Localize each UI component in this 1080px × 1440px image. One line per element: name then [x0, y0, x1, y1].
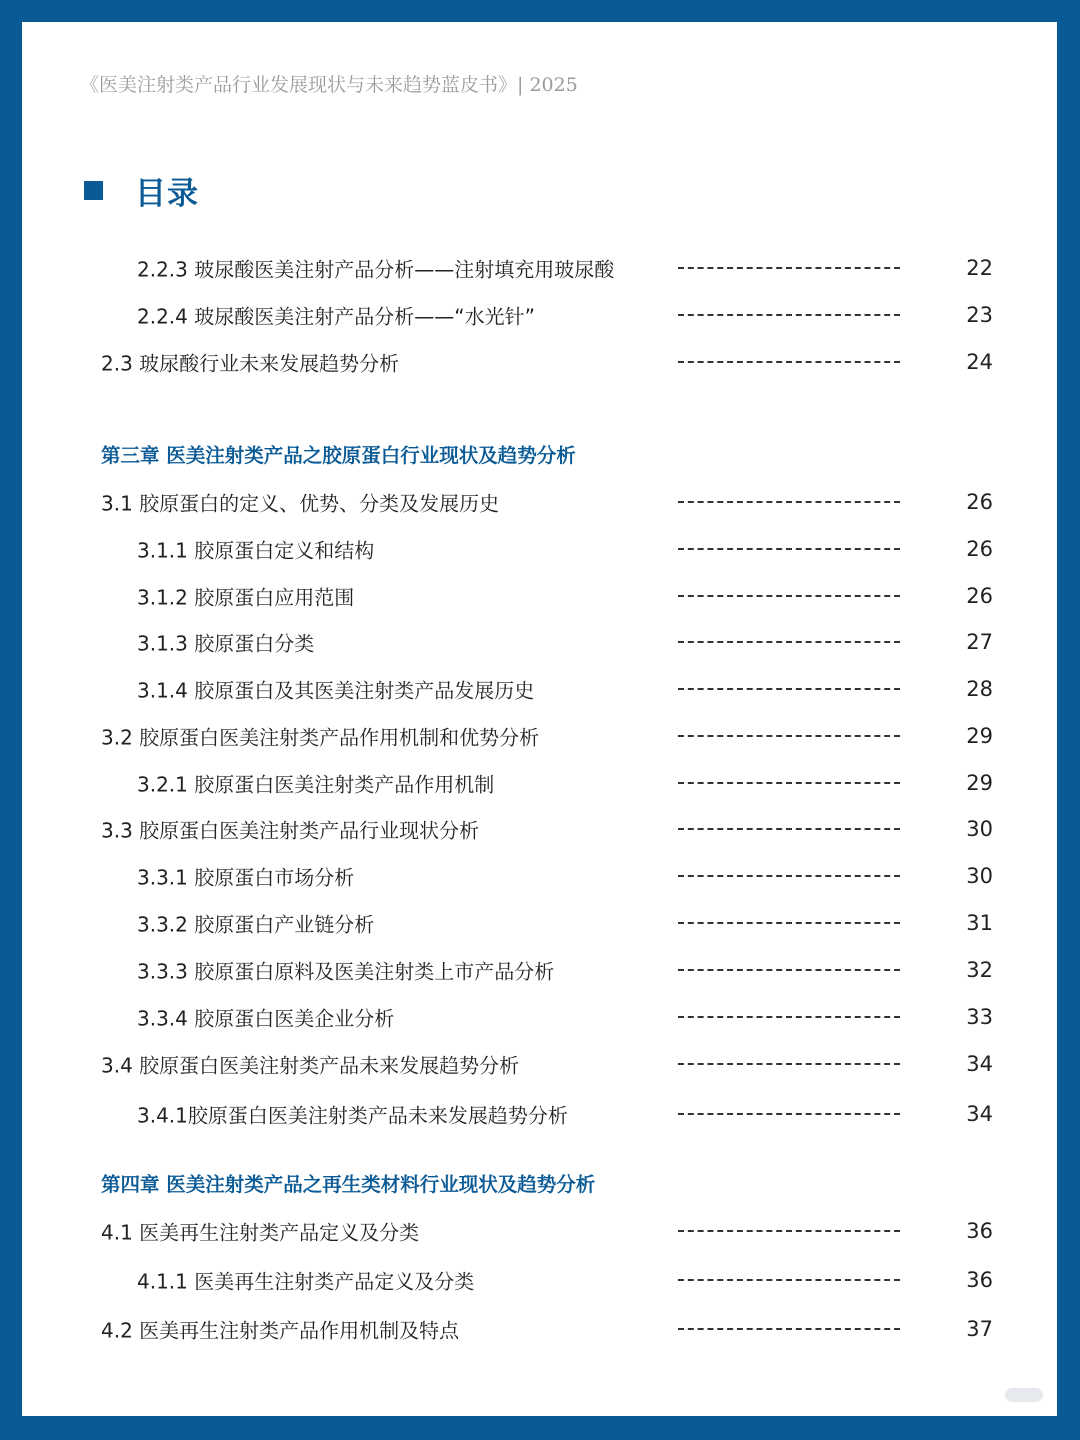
- toc-entry-label: 3.3.1 胶原蛋白市场分析: [137, 865, 355, 890]
- toc-entry: [22, 950, 1057, 990]
- dot-leader: [678, 922, 900, 924]
- chapter-title: 第四章 医美注射类产品之再生类材料行业现状及趋势分析: [101, 1173, 596, 1196]
- toc-entry-label: 3.3.4 胶原蛋白医美企业分析: [137, 1006, 395, 1031]
- dot-leader: [678, 314, 900, 316]
- toc-entry: [22, 1260, 1057, 1300]
- toc-page-number: 34: [966, 1052, 993, 1076]
- toc-page-number: 29: [966, 771, 993, 795]
- toc-entry: [22, 856, 1057, 896]
- toc-page-number: 27: [966, 630, 993, 654]
- toc-entry-label: 3.3 胶原蛋白医美注射类产品行业现状分析: [101, 818, 480, 843]
- toc-page-number: 37: [966, 1317, 993, 1341]
- toc-entry-label: 3.1.4 胶原蛋白及其医美注射类产品发展历史: [137, 678, 535, 703]
- dot-leader: [678, 1063, 900, 1065]
- toc-entry-label: 4.1 医美再生注射类产品定义及分类: [101, 1220, 420, 1245]
- dot-leader: [678, 688, 900, 690]
- running-header: 《医美注射类产品行业发展现状与未来趋势蓝皮书》| 2025: [80, 74, 578, 96]
- dot-leader: [678, 267, 900, 269]
- document-page: [22, 22, 1057, 1416]
- toc-entry: [22, 1044, 1057, 1084]
- toc-entry-label: 4.2 医美再生注射类产品作用机制及特点: [101, 1318, 460, 1343]
- dot-leader: [678, 641, 900, 643]
- toc-entry-label: 3.4 胶原蛋白医美注射类产品未来发展趋势分析: [101, 1053, 520, 1078]
- toc-page-number: 24: [966, 350, 993, 374]
- toc-entry: [22, 1211, 1057, 1251]
- dot-leader: [678, 782, 900, 784]
- toc-chapter-heading: [22, 1163, 1057, 1203]
- dot-leader: [678, 548, 900, 550]
- toc-page-number: 28: [966, 677, 993, 701]
- dot-leader: [678, 1113, 900, 1115]
- chapter-title: 第三章 医美注射类产品之胶原蛋白行业现状及趋势分析: [101, 444, 576, 467]
- dot-leader: [678, 1230, 900, 1232]
- toc-page-number: 26: [966, 537, 993, 561]
- toc-entry-label: 3.4.1胶原蛋白医美注射类产品未来发展趋势分析: [137, 1103, 568, 1128]
- toc-entry: [22, 622, 1057, 662]
- toc-entry: [22, 342, 1057, 382]
- toc-entry: [22, 248, 1057, 288]
- toc-page-number: 22: [966, 256, 993, 280]
- toc-entry-label: 3.3.2 胶原蛋白产业链分析: [137, 912, 375, 937]
- toc-entry-label: 2.3 玻尿酸行业未来发展趋势分析: [101, 351, 400, 376]
- toc-entry: [22, 809, 1057, 849]
- toc-entry-label: 4.1.1 医美再生注射类产品定义及分类: [137, 1269, 475, 1294]
- toc-page-number: 30: [966, 817, 993, 841]
- toc-page-number: 26: [966, 490, 993, 514]
- toc-entry-label: 2.2.4 玻尿酸医美注射产品分析——“水光针”: [137, 304, 535, 329]
- toc-entry: [22, 763, 1057, 803]
- toc-page-number: 36: [966, 1268, 993, 1292]
- dot-leader: [678, 1016, 900, 1018]
- toc-heading: [84, 168, 199, 213]
- toc-page-number: 32: [966, 958, 993, 982]
- toc-entry-label: 3.3.3 胶原蛋白原料及医美注射类上市产品分析: [137, 959, 555, 984]
- toc-entry: [22, 295, 1057, 335]
- toc-entry: [22, 997, 1057, 1037]
- toc-page-number: 31: [966, 911, 993, 935]
- toc-page-number: 33: [966, 1005, 993, 1029]
- dot-leader: [678, 501, 900, 503]
- toc-entry: [22, 903, 1057, 943]
- dot-leader: [678, 875, 900, 877]
- toc-entry: [22, 1094, 1057, 1134]
- toc-entry-label: 3.1.2 胶原蛋白应用范围: [137, 585, 355, 610]
- square-bullet-icon: [84, 181, 103, 200]
- toc-entry-label: 3.2.1 胶原蛋白医美注射类产品作用机制: [137, 772, 495, 797]
- toc-page-number: 23: [966, 303, 993, 327]
- dot-leader: [678, 1328, 900, 1330]
- toc-entry: [22, 1309, 1057, 1349]
- toc-entry: [22, 576, 1057, 616]
- toc-page-number: 36: [966, 1219, 993, 1243]
- toc-entry: [22, 482, 1057, 522]
- dot-leader: [678, 595, 900, 597]
- dot-leader: [678, 1279, 900, 1281]
- toc-entry-label: 3.2 胶原蛋白医美注射类产品作用机制和优势分析: [101, 725, 540, 750]
- dot-leader: [678, 735, 900, 737]
- toc-page-number: 30: [966, 864, 993, 888]
- toc-title: 目录: [135, 176, 199, 212]
- dot-leader: [678, 969, 900, 971]
- watermark-badge: [1005, 1388, 1043, 1402]
- toc-entry-label: 3.1.1 胶原蛋白定义和结构: [137, 538, 375, 563]
- toc-page-number: 26: [966, 584, 993, 608]
- toc-chapter-heading: [22, 434, 1057, 474]
- toc-page-number: 29: [966, 724, 993, 748]
- toc-entry: [22, 716, 1057, 756]
- dot-leader: [678, 361, 900, 363]
- toc-entry-label: 3.1.3 胶原蛋白分类: [137, 631, 315, 656]
- dot-leader: [678, 828, 900, 830]
- toc-entry: [22, 529, 1057, 569]
- toc-entry-label: 2.2.3 玻尿酸医美注射产品分析——注射填充用玻尿酸: [137, 257, 615, 282]
- toc-entry-label: 3.1 胶原蛋白的定义、优势、分类及发展历史: [101, 491, 500, 516]
- toc-entry: [22, 669, 1057, 709]
- toc-page-number: 34: [966, 1102, 993, 1126]
